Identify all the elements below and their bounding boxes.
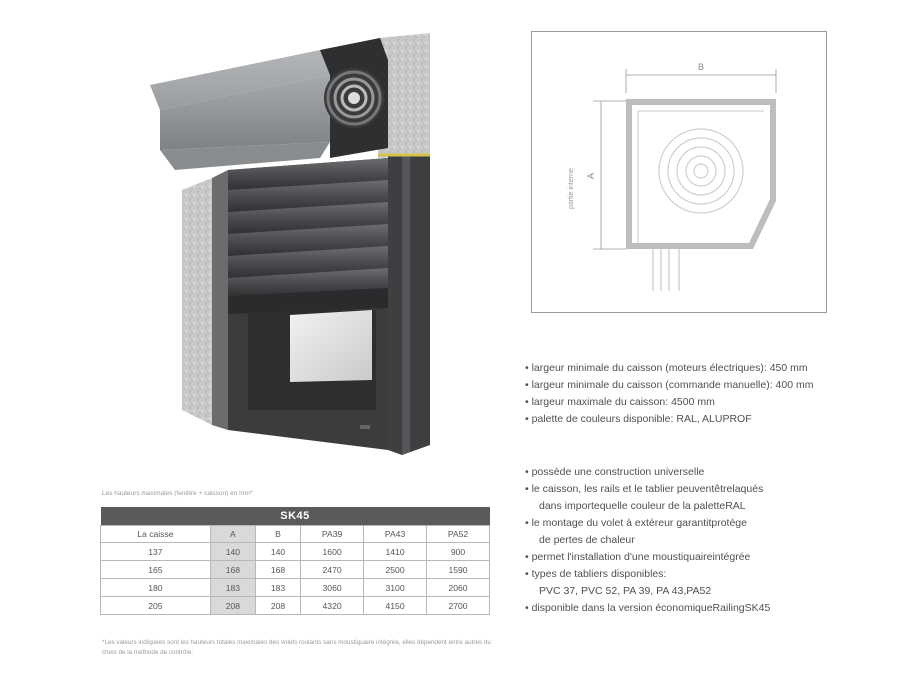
spec-item: • largeur minimale du caisson (commande manuelle): 400 mm bbox=[525, 379, 814, 391]
table-caption: Les hauteurs maximales (fenêtre + caisson) en mm* bbox=[102, 490, 253, 497]
column-header: B bbox=[255, 526, 300, 543]
table-cell: 140 bbox=[210, 543, 255, 561]
table-cell: 180 bbox=[101, 579, 211, 597]
spec-item: • largeur maximale du caisson: 4500 mm bbox=[525, 396, 715, 408]
table-cell: 137 bbox=[101, 543, 211, 561]
feature-item-continuation: dans importequelle couleur de la paletteRAL bbox=[539, 500, 746, 512]
feature-item: • permet l'installation d'une moustiquairеintégrée bbox=[525, 551, 751, 563]
feature-item: • types de tabliers disponibles: bbox=[525, 568, 667, 580]
table-header-row bbox=[101, 526, 490, 543]
table-footnote: *Les valeurs indiquées sont les hauteurs totales maximales des volets roulants sans moustiquaire intégrée, elles dépendent entre autres du choix de la méthode de contrôle. bbox=[102, 639, 491, 656]
table-cell: 208 bbox=[210, 597, 255, 615]
interior-side-label: partie interne bbox=[568, 168, 575, 209]
specs-list bbox=[525, 360, 813, 428]
feature-item: • possède une construction universelle bbox=[525, 466, 705, 478]
table-cell: 1590 bbox=[427, 561, 490, 579]
table-cell: 3060 bbox=[301, 579, 364, 597]
table-row bbox=[101, 597, 490, 615]
feature-item: • le montage du volet à extéreur garantitprotége bbox=[525, 517, 747, 529]
wall-section bbox=[182, 178, 212, 425]
feature-item-continuation: PVC 37, PVC 52, PA 39, PA 43,PA52 bbox=[539, 585, 712, 597]
dimension-b-label: B bbox=[698, 62, 705, 72]
table-cell: 208 bbox=[255, 597, 300, 615]
table-cell: 2700 bbox=[427, 597, 490, 615]
product-illustration bbox=[140, 30, 450, 460]
features-list bbox=[525, 464, 770, 617]
table-cell: 1410 bbox=[364, 543, 427, 561]
table-row bbox=[101, 579, 490, 597]
feature-item: • le caisson, les rails et le tablier peuventêtrelaqués bbox=[525, 483, 764, 495]
table-cell: 168 bbox=[255, 561, 300, 579]
spec-item: • palette de couleurs disponible: RAL, ALUPROF bbox=[525, 413, 752, 425]
table-cell: 2470 bbox=[301, 561, 364, 579]
column-header: PA52 bbox=[427, 526, 490, 543]
table-cell: 183 bbox=[255, 579, 300, 597]
table-row bbox=[101, 561, 490, 579]
table-cell: 900 bbox=[427, 543, 490, 561]
window-glass bbox=[290, 310, 372, 382]
table-cell: 165 bbox=[101, 561, 211, 579]
column-header: PA39 bbox=[301, 526, 364, 543]
table-cell: 168 bbox=[210, 561, 255, 579]
dimensions-table bbox=[100, 507, 490, 615]
feature-item: • disponible dans la version économiqueRailingSK45 bbox=[525, 602, 771, 614]
table-cell: 140 bbox=[255, 543, 300, 561]
column-header: PA43 bbox=[364, 526, 427, 543]
shutter-curtain bbox=[228, 158, 388, 314]
table-cell: 4320 bbox=[301, 597, 364, 615]
table-cell: 205 bbox=[101, 597, 211, 615]
table-row bbox=[101, 543, 490, 561]
table-cell: 2060 bbox=[427, 579, 490, 597]
spec-item: • largeur minimale du caisson (moteurs électriques): 450 mm bbox=[525, 362, 808, 374]
technical-drawing bbox=[531, 31, 827, 313]
table-cell: 2500 bbox=[364, 561, 427, 579]
column-header: A bbox=[210, 526, 255, 543]
table-cell: 1600 bbox=[301, 543, 364, 561]
table-cell: 183 bbox=[210, 579, 255, 597]
table-title: SK45 bbox=[101, 507, 490, 526]
table-cell: 3100 bbox=[364, 579, 427, 597]
feature-item-continuation: de pertes de chaleur bbox=[539, 534, 635, 546]
column-header: La caisse bbox=[101, 526, 211, 543]
table-cell: 4150 bbox=[364, 597, 427, 615]
dimension-a-label: A bbox=[586, 172, 596, 179]
